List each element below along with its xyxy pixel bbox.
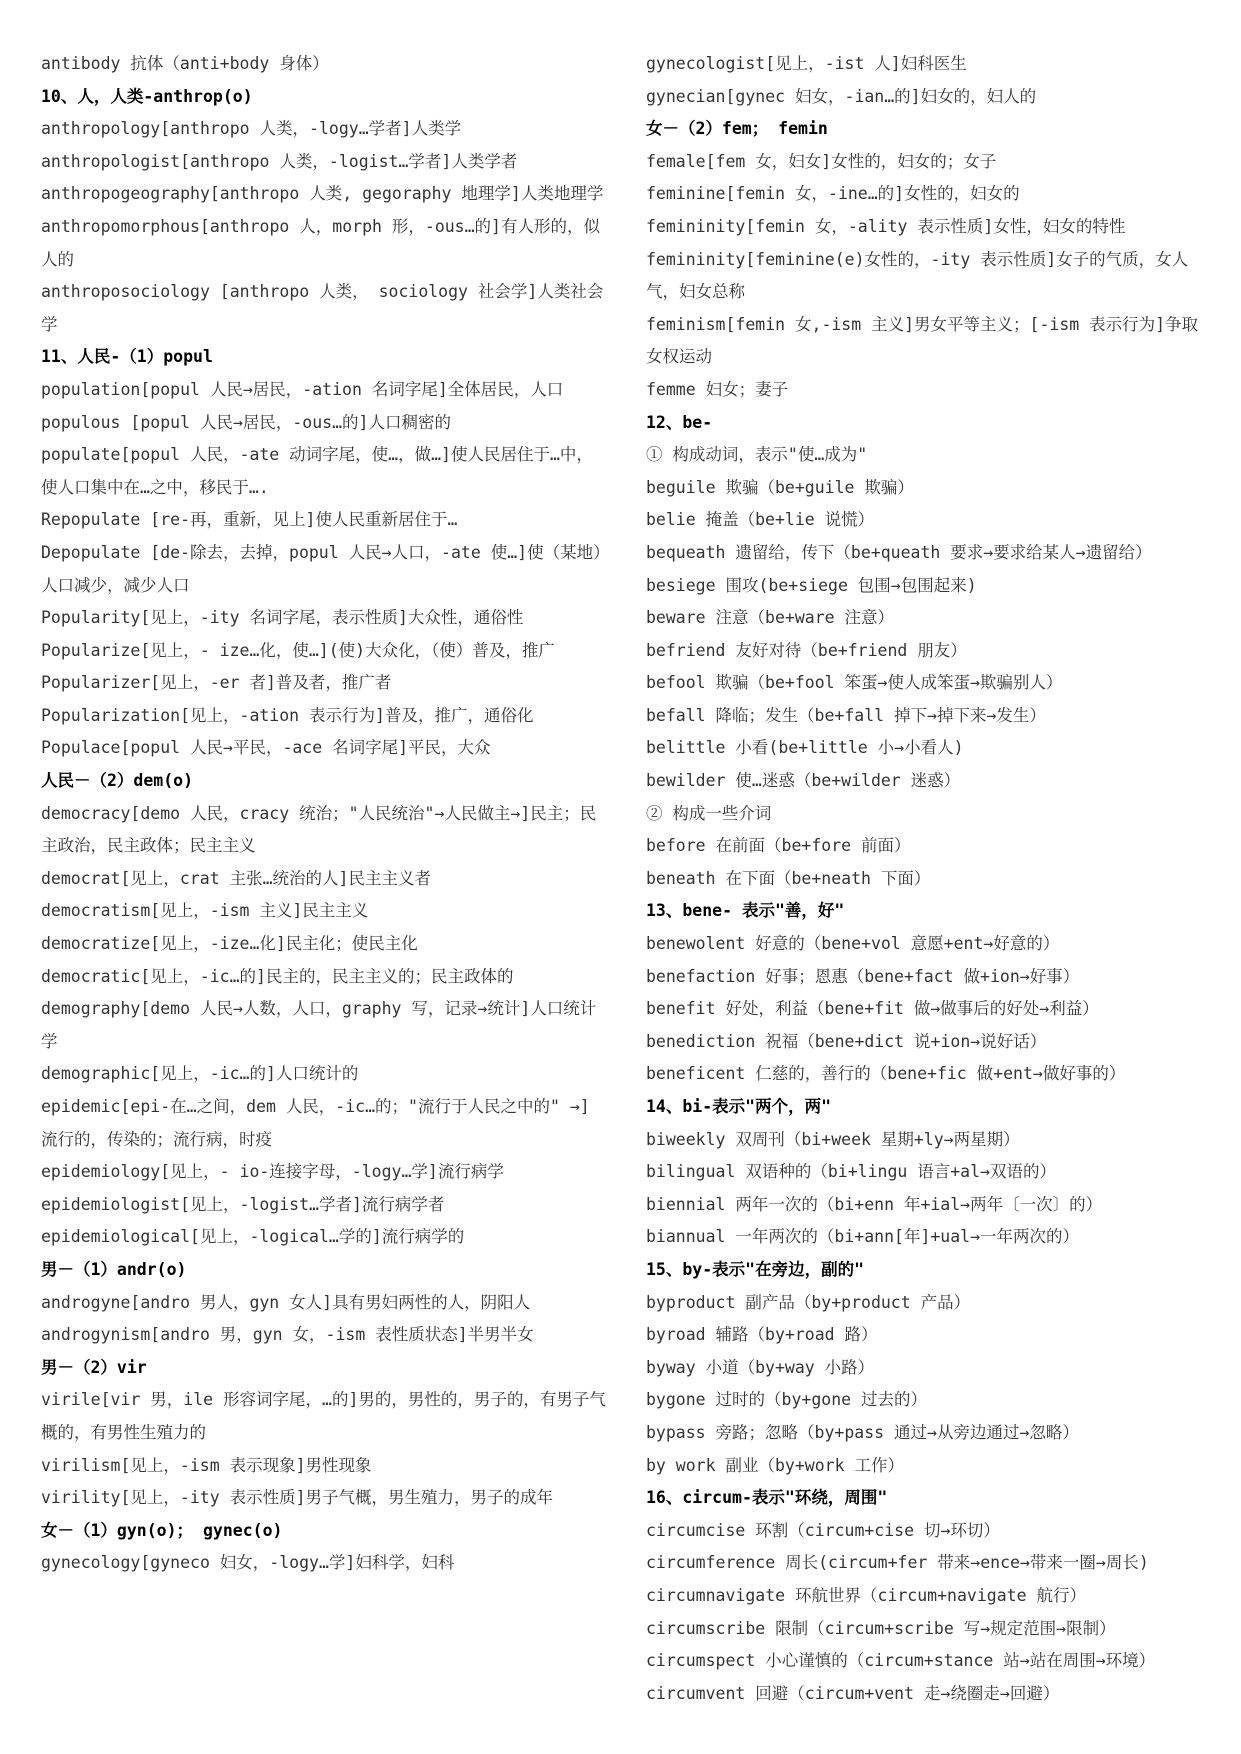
vocab-entry: femininity[feminine(e)女性的，-ity 表示性质]女子的气质，女人气，妇女总称	[646, 249, 1189, 302]
vocab-entry: Popularization[见上，-ation 表示行为]普及，推广，通俗化	[41, 705, 534, 725]
vocab-entry: androgyne[andro 男人，gyn 女人]具有男妇两性的人，阴阳人	[41, 1292, 531, 1312]
vocab-entry: democratic[见上，-ic…的]民主的，民主主义的；民主政体的	[41, 966, 514, 986]
vocab-entry: Repopulate [re-再，重新，见上]使人民重新居住于…	[41, 510, 458, 530]
vocab-entry: belie 掩盖（be+lie 说慌）	[646, 510, 875, 530]
vocab-entry: beware 注意（be+ware 注意）	[646, 608, 895, 628]
vocab-entry: circumnavigate 环航世界（circum+navigate 航行）	[646, 1585, 1086, 1605]
vocab-entry: gynecology[gyneco 妇女，-logy…学]妇科学，妇科	[41, 1553, 455, 1573]
vocab-entry: befool 欺骗（be+fool 笨蛋→使人成笨蛋→欺骗别人）	[646, 673, 1063, 693]
vocab-entry: byroad 辅路（by+road 路）	[646, 1325, 878, 1345]
vocab-entry: epidemiologist[见上，-logist…学者]流行病学者	[41, 1194, 445, 1214]
vocab-entry: antibody 抗体（anti+body 身体）	[41, 54, 329, 73]
vocab-entry: biannual 一年两次的（bi+ann[年]+ual→一年两次的）	[646, 1227, 1080, 1247]
vocab-entry: befall 降临；发生（be+fall 掉下→掉下来→发生）	[646, 705, 1046, 725]
vocab-entry: demographic[见上，-ic…的]人口统计的	[41, 1064, 359, 1084]
vocab-entry: democratize[见上，-ize…化]民主化；使民主化	[41, 934, 418, 954]
vocab-entry: demography[demo 人民→人数，人口，graphy 写，记录→统计]人口统计学	[41, 999, 597, 1051]
section-heading: 13、bene- 表示"善，好"	[646, 901, 845, 921]
vocab-entry: anthropomorphous[anthropo 人，morph 形，-ous…的]有人形的，似人的	[41, 216, 600, 269]
vocab-entry: byproduct 副产品（by+product 产品）	[646, 1292, 971, 1312]
vocab-entry: circumscribe 限制（circum+scribe 写→规定范围→限制）	[646, 1618, 1116, 1638]
section-heading: 女－（2）fem； femin	[646, 119, 828, 139]
section-heading: 14、bi-表示"两个，两"	[646, 1097, 832, 1116]
vocab-entry: biweekly 双周刊（bi+week 星期+ly→两星期）	[646, 1129, 1020, 1149]
vocab-entry: belittle 小看(be+little 小→小看人)	[646, 738, 964, 758]
section-heading: 16、circum-表示"环绕，周围"	[646, 1488, 888, 1508]
vocab-entry: epidemic[epi-在…之间，dem 人民，-ic…的；"流行于人民之中的" →]流行的，传染的；流行病，时疫	[41, 1097, 590, 1149]
vocab-entry: beneficent 仁慈的，善行的（bene+fic 做+ent→做好事的）	[646, 1064, 1126, 1084]
vocab-entry: besiege 围攻(be+siege 包围→包围起来)	[646, 575, 977, 595]
vocab-entry: circumvent 回避（circum+vent 走→绕圈走→回避）	[646, 1683, 1060, 1703]
vocab-entry: Depopulate [de-除去，去掉，popul 人民→人口，-ate 使…]使（某地）人口减少，减少人口	[41, 542, 602, 595]
vocab-entry: epidemiological[见上，-logical…学的]流行病学的	[41, 1227, 465, 1247]
vocab-entry: gynecologist[见上，-ist 人]妇科医生	[646, 54, 967, 73]
vocab-entry: benewolent 好意的（bene+vol 意愿+ent→好意的）	[646, 934, 1060, 954]
vocab-entry: ① 构成动词，表示"使…成为"	[646, 445, 868, 465]
vocab-entry: democrat[见上，crat 主张…统治的人]民主主义者	[41, 868, 431, 888]
vocab-entry: beguile 欺骗（be+guile 欺骗）	[646, 477, 914, 497]
vocab-entry: bequeath 遗留给，传下（be+queath 要求→要求给某人→遗留给）	[646, 542, 1152, 562]
vocab-entry: democracy[demo 人民，cracy 统治；"人民统治"→人民做主→]民主；民主政治，民主政体；民主主义	[41, 803, 597, 856]
vocab-entry: ② 构成一些介词	[646, 803, 772, 823]
vocab-entry: populous [popul 人民→居民，-ous…的]人口稠密的	[41, 412, 451, 432]
vocab-entry: Populace[popul 人民→平民，-ace 名词字尾]平民，大众	[41, 738, 491, 758]
vocab-entry: virile[vir 男，ile 形容词字尾，…的]男的，男性的，男子的，有男子气概的，有男性生殖力的	[41, 1390, 606, 1442]
section-heading: 12、be-	[646, 412, 713, 432]
vocab-entry: femme 妇女；妻子	[646, 379, 789, 399]
vocab-entry: gynecian[gynec 妇女，-ian…的]妇女的，妇人的	[646, 86, 1037, 106]
vocab-entry: feminine[femin 女，-ine…的]女性的，妇女的	[646, 184, 1020, 204]
vocab-entry: anthropogeography[anthropo 人类, gegoraphy 地理学]人类地理学	[41, 184, 604, 204]
section-heading: 10、人，人类-anthrop(o)	[41, 86, 253, 106]
vocab-entry: bygone 过时的（by+gone 过去的）	[646, 1390, 928, 1410]
vocab-entry: anthroposociology [anthropo 人类， sociology 社会学]人类社会学	[41, 282, 604, 334]
vocab-entry: virility[见上，-ity 表示性质]男子气概，男生殖力，男子的成年	[41, 1488, 554, 1508]
vocab-entry: epidemiology[见上，- io-连接字母，-logy…学]流行病学	[41, 1162, 504, 1182]
section-heading: 男－（1）andr(o)	[41, 1259, 187, 1279]
right-column	[646, 48, 1211, 1710]
vocab-entry: populate[popul 人民，-ate 动词字尾，使…，做…]使人民居住于…中，使人口集中在…之中，移民于….	[41, 445, 593, 497]
vocab-entry: benediction 祝福（bene+dict 说+ion→说好话）	[646, 1031, 1047, 1051]
vocab-entry: bilingual 双语种的（bi+lingu 语言+al→双语的）	[646, 1162, 1056, 1182]
vocab-entry: androgynism[andro 男，gyn 女，-ism 表性质状态]半男半女	[41, 1325, 534, 1345]
vocab-entry: democratism[见上，-ism 主义]民主主义	[41, 901, 369, 921]
vocab-entry: befriend 友好对待（be+friend 朋友）	[646, 640, 967, 660]
vocab-entry: beneath 在下面（be+neath 下面）	[646, 868, 931, 888]
vocab-entry: bypass 旁路；忽略（by+pass 通过→从旁边通过→忽略）	[646, 1422, 1079, 1442]
left-column	[41, 48, 606, 1580]
vocab-entry: Popularizer[见上，-er 者]普及者，推广者	[41, 673, 392, 693]
vocab-entry: circumspect 小心谨慎的（circum+stance 站→站在周围→环境）	[646, 1651, 1156, 1671]
vocab-entry: circumference 周长(circum+fer 带来→ence→带来一圈→周长)	[646, 1553, 1149, 1573]
section-heading: 人民－（2）dem(o)	[41, 771, 194, 791]
vocab-entry: before 在前面（be+fore 前面）	[646, 836, 911, 856]
vocab-entry: feminism[femin 女,-ism 主义]男女平等主义；[-ism 表示行为]争取女权运动	[646, 314, 1199, 367]
vocab-entry: bewilder 使…迷惑（be+wilder 迷惑）	[646, 771, 961, 791]
vocab-entry: femininity[femin 女，-ality 表示性质]女性，妇女的特性	[646, 216, 1126, 236]
vocab-entry: female[fem 女，妇女]女性的，妇女的；女子	[646, 151, 997, 171]
vocab-entry: Popularize[见上，- ize…化，使…](使)大众化，（使）普及，推广	[41, 640, 555, 660]
section-heading: 11、人民-（1）popul	[41, 347, 213, 367]
vocab-entry: circumcise 环割（circum+cise 切→环切）	[646, 1520, 1000, 1540]
vocab-entry: biennial 两年一次的（bi+enn 年+ial→两年〔一次〕的）	[646, 1194, 1103, 1214]
vocab-entry: Popularity[见上，-ity 名词字尾，表示性质]大众性，通俗性	[41, 608, 524, 628]
section-heading: 女－（1）gyn(o)； gynec(o)	[41, 1520, 283, 1540]
vocab-entry: by work 副业（by+work 工作）	[646, 1455, 904, 1475]
section-heading: 男－（2）vir	[41, 1357, 147, 1377]
vocab-entry: benefaction 好事；恩惠（bene+fact 做+ion→好事）	[646, 966, 1080, 986]
vocab-entry: anthropology[anthropo 人类，-logy…学者]人类学	[41, 119, 462, 139]
vocab-entry: anthropologist[anthropo 人类，-logist…学者]人类学者	[41, 151, 518, 171]
section-heading: 15、by-表示"在旁边，副的"	[646, 1259, 865, 1279]
vocab-entry: population[popul 人民→居民，-ation 名词字尾]全体居民，人口	[41, 379, 564, 399]
vocab-entry: benefit 好处，利益（bene+fit 做→做事后的好处→利益）	[646, 999, 1099, 1019]
vocab-entry: byway 小道（by+way 小路）	[646, 1357, 875, 1377]
vocab-entry: virilism[见上，-ism 表示现象]男性现象	[41, 1455, 372, 1475]
